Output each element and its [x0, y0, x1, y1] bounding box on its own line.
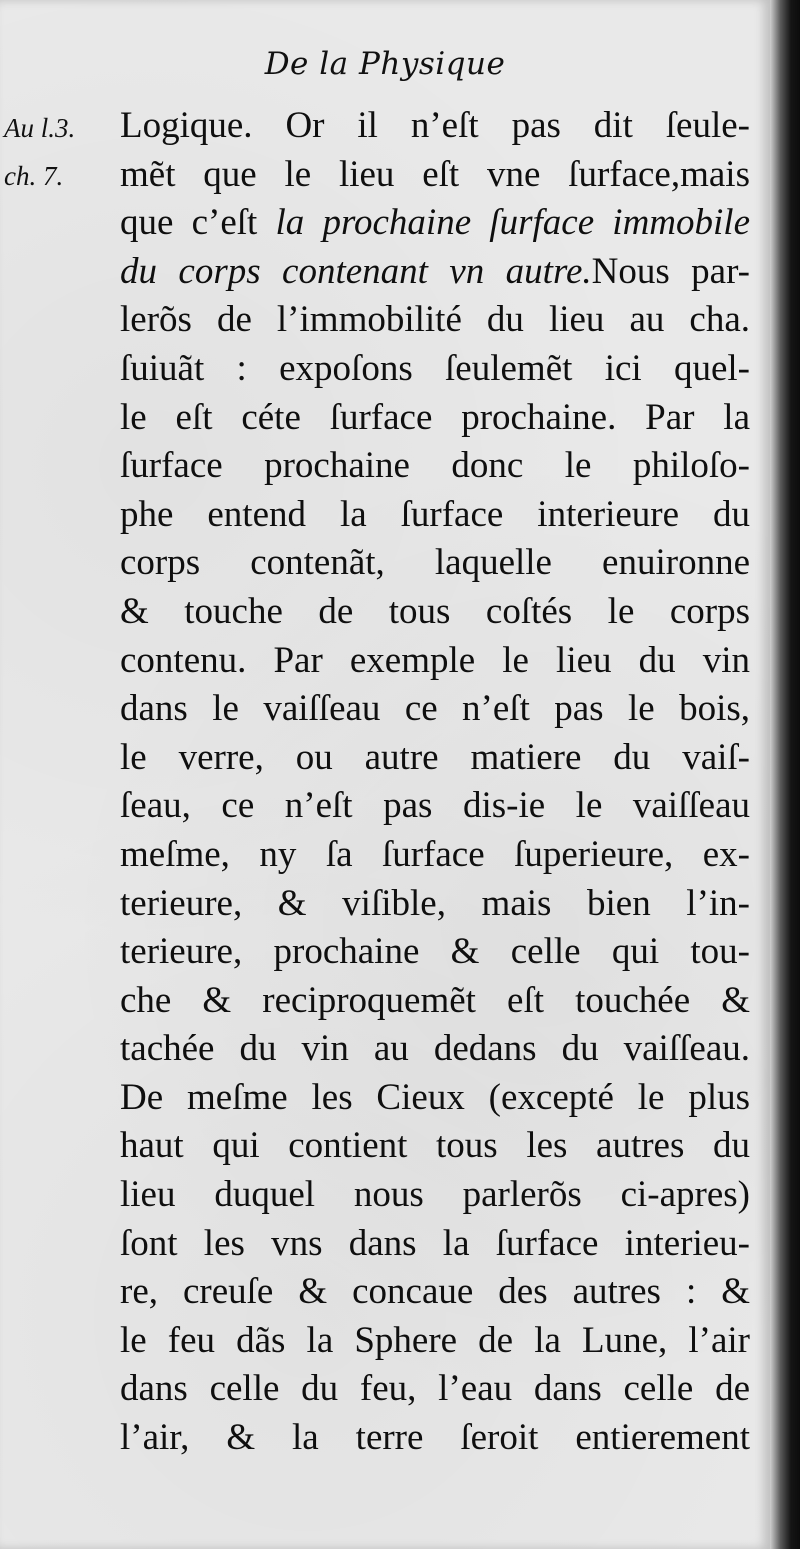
margin-note	[4, 104, 124, 200]
text-line-28: l’air, & la terre ſeroit entierement	[120, 1417, 750, 1459]
margin-note-line-1: Au l.3.	[4, 113, 76, 143]
text-line-10: corps contenãt, laquelle enuironne	[120, 542, 750, 584]
text-line-18: terieure, prochaine & celle qui tou-	[120, 931, 750, 973]
text-line-14: le verre, ou autre matiere du vaiſ-	[120, 736, 750, 778]
text-line-24: ſont les vns dans la ſurface interieu-	[120, 1222, 750, 1264]
text-line-2: mẽt que le lieu eſt vne ſurface,mais	[120, 153, 750, 195]
text-line-9: phe entend la ſurface interieure du	[120, 493, 750, 535]
text-line-26: le feu dãs la Sphere de la Lune, l’air	[120, 1319, 750, 1361]
margin-note-line-2: ch. 7.	[4, 161, 64, 191]
text-line-17: terieure, & viſible, mais bien l’in-	[120, 882, 750, 924]
text-line-21: De meſme les Cieux (excepté le plus	[120, 1076, 750, 1118]
text-line-13: dans le vaiſſeau ce n’eſt pas le bois,	[120, 688, 750, 730]
text-line-3	[120, 199, 750, 248]
text-line-15: ſeau, ce n’eſt pas dis-ie le vaiſſeau	[120, 785, 750, 827]
page-edge-shadow	[770, 0, 800, 1549]
text-line-6: ſuiuãt : expoſons ſeulemẽt ici quel-	[120, 347, 750, 389]
text-line-3-italic: la prochaine ſurface immobile	[275, 202, 750, 244]
body-text	[120, 102, 750, 1463]
text-line-4-roman: Nous par-	[591, 250, 750, 292]
text-line-22: haut qui contient tous les autres du	[120, 1125, 750, 1167]
text-line-27: dans celle du feu, l’eau dans celle de	[120, 1368, 750, 1410]
text-line-12: contenu. Par exemple le lieu du vin	[120, 639, 750, 681]
text-line-3-roman: que c’eſt	[120, 202, 276, 244]
text-line-4-italic: du corps contenant vn autre.	[120, 250, 592, 292]
text-line-5: lerõs de l’immobilité du lieu au cha.	[120, 299, 750, 341]
text-line-8: ſurface prochaine donc le philoſo-	[120, 445, 750, 487]
text-line-19: che & reciproquemẽt eſt touchée &	[120, 979, 750, 1021]
text-line-7: le eſt céte ſurface prochaine. Par la	[120, 396, 750, 438]
text-line-16: meſme, ny ſa ſurface ſuperieure, ex-	[120, 833, 750, 875]
text-line-23: lieu duquel nous parlerõs ci-apres)	[120, 1174, 750, 1216]
text-line-25: re, creuſe & concaue des autres : &	[120, 1271, 750, 1313]
running-head: De la Physique	[264, 46, 506, 82]
text-line-20: tachée du vin au dedans du vaiſſeau.	[120, 1028, 750, 1070]
text-line-1: Logique. Or il n’eſt pas dit ſeule-	[120, 105, 750, 146]
text-line-11: & touche de tous coſtés le corps	[120, 590, 750, 632]
text-line-4	[120, 248, 750, 297]
